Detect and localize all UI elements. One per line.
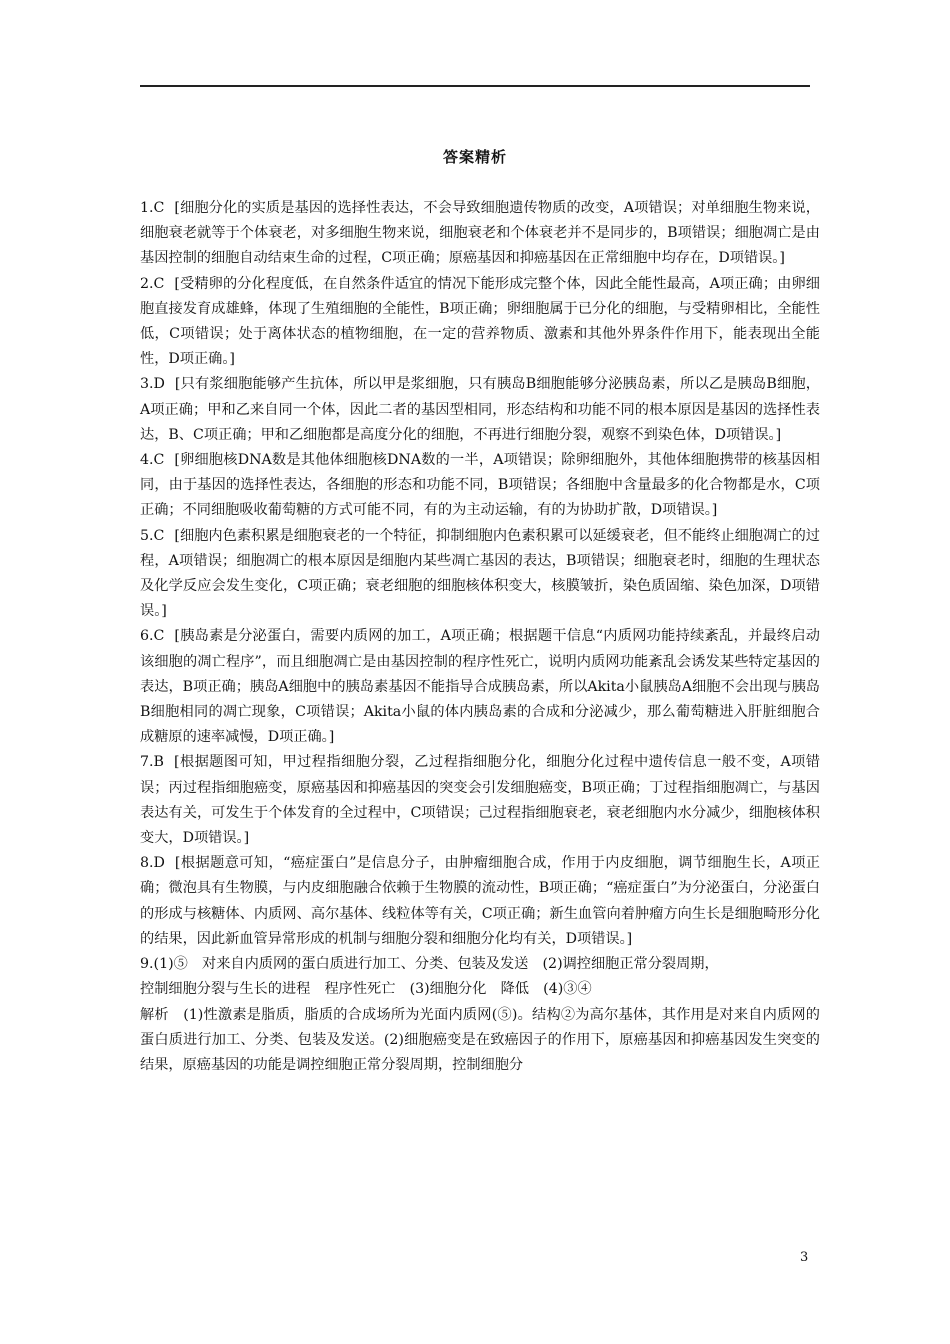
answer-number: 2.C — [140, 275, 165, 292]
answer-text: [卵细胞核DNA数是其他体细胞核DNA数的一半，A项错误；除卵细胞外，其他体细胞携带的核基因相同，由于基因的选择性表达，各细胞的形态和功能不同，B项错误；各细胞中含量最多的化合物都是水，C项正确；不同细胞吸收葡萄糖的方式可能不同，有的为主动运输，有的为协助扩散，D项错误。] — [140, 452, 820, 519]
answer-item-2 — [140, 272, 820, 373]
answer-item-4 — [140, 448, 820, 524]
answer-item-1 — [140, 196, 820, 272]
answer-number: 6.C — [140, 628, 165, 645]
answer-item-8 — [140, 851, 820, 952]
answer-text: [细胞内色素积累是细胞衰老的一个特征，抑制细胞内色素积累可以延缓衰老，但不能终止细胞凋亡的过程，A项错误；细胞凋亡的根本原因是细胞内某些凋亡基因的表达，B项错误；细胞衰老时，细胞的生理状态及化学反应会发生变化，C项正确；衰老细胞的细胞核体积变大，核膜皱折，染色质固缩、染色加深，D项错误。] — [140, 527, 820, 620]
answer-text: [根据题图可知，甲过程指细胞分裂，乙过程指细胞分化，细胞分化过程中遗传信息一般不变，A项错误；丙过程指细胞癌变，原癌基因和抑癌基因的突变会引发细胞癌变，B项正确；丁过程指细胞凋亡，与基因表达有关，可发生于个体发育的全过程中，C项错误；己过程指细胞衰老，衰老细胞内水分减少，细胞核体积变大，D项错误。] — [140, 754, 820, 847]
answer-text-line-1: (1)⑤ 对来自内质网的蛋白质进行加工、分类、包装及发送 (2)调控细胞正常分裂周期， — [153, 956, 719, 973]
answer-text: [胰岛素是分泌蛋白，需要内质网的加工，A项正确；根据题干信息“内质网功能持续紊乱，并最终启动该细胞的凋亡程序”，而且细胞凋亡是由基因控制的程序性死亡，说明内质网功能紊乱会诱发某些特定基因的表达，B项正确；胰岛A细胞中的胰岛素基因不能指导合成胰岛素，所以Akita小鼠胰岛A细胞不会出现与胰岛B细胞相同的凋亡现象，C项错误；Akita小鼠的体内胰岛素的合成和分泌减少，那么葡萄糖进入肝脏细胞合成糖原的速率减慢，D项正确。] — [140, 628, 820, 746]
answer-text: [根据题意可知，“癌症蛋白”是信息分子，由肿瘤细胞合成，作用于内皮细胞，调节细胞生长，A项正确；微泡具有生物膜，与内皮细胞融合依赖于生物膜的流动性，B项正确；“癌症蛋白”为分泌蛋白，分泌蛋白的形成与核糖体、内质网、高尔基体、线粒体等有关，C项正确；新生血管向着肿瘤方向生长是细胞畸形分化的结果，因此新血管异常形成的机制与细胞分裂和细胞分化均有关，D项错误。] — [140, 855, 820, 947]
answer-number: 4.C — [140, 452, 165, 469]
analysis-paragraph: 解析 (1)性激素是脂质，脂质的合成场所为光面内质网(⑤)。结构②为高尔基体，其作用是对来自内质网的蛋白质进行加工、分类、包装及发送。(2)细胞癌变是在致癌因子的作用下，原癌基因和抑癌基因发生突变的结果，原癌基因的功能是调控细胞正常分裂周期，控制细胞分 — [140, 1006, 820, 1073]
answer-item-5 — [140, 524, 820, 625]
answer-number: 9. — [140, 956, 154, 973]
answer-text-line-2: 控制细胞分裂与生长的进程 程序性死亡 (3)细胞分化 降低 (4)③④ — [140, 981, 592, 998]
answer-number: 1.C — [140, 200, 165, 216]
answer-number: 7.B — [140, 754, 164, 771]
page-title: 答案精析 — [442, 148, 507, 166]
answer-item-9 — [140, 952, 820, 1002]
answer-number: 5.C — [140, 527, 165, 544]
header-rule — [140, 85, 810, 87]
answer-item-6 — [140, 624, 820, 750]
answer-number: 8.D — [140, 855, 165, 872]
page-number: 3 — [800, 1250, 809, 1265]
answer-text: [只有浆细胞能够产生抗体，所以甲是浆细胞，只有胰岛B细胞能够分泌胰岛素，所以乙是胰岛B细胞，A项正确；甲和乙来自同一个体，因此二者的基因型相同，形态结构和功能不同的根本原因是基因的选择性表达，B、C项正确；甲和乙细胞都是高度分化的细胞，不再进行细胞分裂，观察不到染色体，D项错误。] — [140, 376, 820, 443]
answer-item-7 — [140, 750, 820, 851]
answer-text: [受精卵的分化程度低，在自然条件适宜的情况下能形成完整个体，因此全能性最高，A项正确；由卵细胞直接发育成雄蜂，体现了生殖细胞的全能性，B项正确；卵细胞属于已分化的细胞，与受精卵相比，全能性低，C项错误；处于离体状态的植物细胞，在一定的营养物质、激素和其他外界条件作用下，能表现出全能性，D项正确。] — [140, 275, 820, 368]
answer-item-3 — [140, 372, 820, 448]
answer-body — [140, 196, 820, 1078]
answer-number: 3.D — [140, 376, 165, 393]
answer-text: [细胞分化的实质是基因的选择性表达，不会导致细胞遗传物质的改变，A项错误；对单细胞生物来说，细胞衰老就等于个体衰老，对多细胞生物来说，细胞衰老和个体衰老并不是同步的，B项错误；细胞凋亡是由基因控制的细胞自动结束生命的过程，C项正确；原癌基因和抑癌基因在正常细胞中均存在，D项错误。] — [140, 200, 820, 267]
